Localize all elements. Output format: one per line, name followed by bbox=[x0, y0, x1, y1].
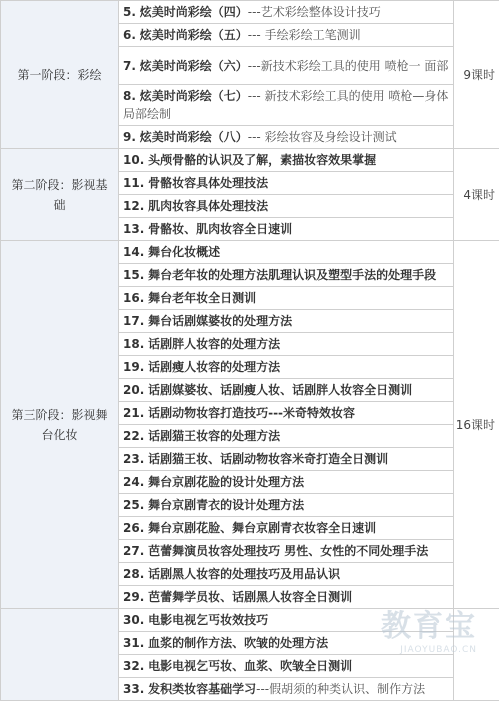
lesson-title: 芭蕾舞演员妆容处理技巧 男性、女性的不同处理手法 bbox=[148, 544, 428, 558]
lesson-description: ---假胡须的种类认识、制作方法 bbox=[256, 682, 425, 696]
lesson-description: ---艺术彩绘整体设计技巧 bbox=[248, 5, 381, 19]
watermark-url: JIAOYUBAO.CN bbox=[381, 645, 477, 655]
stage-hours: 4课时 bbox=[454, 149, 499, 241]
lesson-item bbox=[119, 172, 454, 195]
lesson-title: 舞台京剧花脸的设计处理方法 bbox=[148, 475, 304, 489]
lesson-title: 血浆的制作方法、吹皱的处理方法 bbox=[148, 636, 328, 650]
lesson-number: 6. bbox=[123, 28, 136, 42]
schedule-body bbox=[1, 1, 499, 701]
lesson-number: 21. bbox=[123, 406, 144, 420]
lesson-item bbox=[119, 287, 454, 310]
lesson-item bbox=[119, 402, 454, 425]
lesson-title: 话剧媒婆妆、话剧瘦人妆、话剧胖人妆容全日测训 bbox=[148, 383, 412, 397]
lesson-item bbox=[119, 494, 454, 517]
lesson-item bbox=[119, 195, 454, 218]
lesson-number: 32. bbox=[123, 659, 144, 673]
lesson-number: 19. bbox=[123, 360, 144, 374]
lesson-number: 27. bbox=[123, 544, 144, 558]
lesson-number: 24. bbox=[123, 475, 144, 489]
lesson-item bbox=[119, 149, 454, 172]
lesson-number: 31. bbox=[123, 636, 144, 650]
lesson-number: 30. bbox=[123, 613, 144, 627]
lesson-number: 12. bbox=[123, 199, 144, 213]
lesson-description: --- 彩绘妆容及身绘设计测试 bbox=[248, 130, 397, 144]
watermark-logo bbox=[381, 601, 477, 655]
lesson-number: 23. bbox=[123, 452, 144, 466]
lesson-title: 头颅骨骼的认识及了解，素描妆容效果掌握 bbox=[148, 153, 376, 167]
lesson-number: 29. bbox=[123, 590, 144, 604]
lesson-title: 舞台话剧媒婆妆的处理方法 bbox=[148, 314, 292, 328]
lesson-description: --- 新技术彩绘工具的使用 喷枪—身体局部绘制 bbox=[123, 89, 448, 121]
lesson-number: 10. bbox=[123, 153, 144, 167]
lesson-number: 8. bbox=[123, 89, 136, 103]
lesson-title: 骨骼妆容具体处理技法 bbox=[148, 176, 268, 190]
watermark-text: 教育宝 bbox=[381, 601, 477, 645]
stage-label: 第三阶段：影视舞台化妆 bbox=[1, 241, 119, 609]
lesson-title: 舞台老年妆的处理方法肌理认识及塑型手法的处理手段 bbox=[148, 268, 436, 282]
lesson-number: 17. bbox=[123, 314, 144, 328]
lesson-number: 13. bbox=[123, 222, 144, 236]
table-row bbox=[1, 149, 499, 172]
lesson-item bbox=[119, 448, 454, 471]
lesson-item bbox=[119, 310, 454, 333]
lesson-title: 发积类妆容基础学习 bbox=[148, 682, 256, 696]
lesson-title: 舞台京剧花脸、舞台京剧青衣妆容全日速训 bbox=[148, 521, 376, 535]
lesson-number: 28. bbox=[123, 567, 144, 581]
lesson-item bbox=[119, 47, 454, 85]
stage-label: 第一阶段：彩绘 bbox=[1, 1, 119, 149]
lesson-title: 话剧动物妆容打造技巧---米奇特效妆容 bbox=[148, 406, 355, 420]
lesson-title: 炫美时尚彩绘（八） bbox=[140, 130, 248, 144]
lesson-title: 电影电视乞丐妆、血浆、吹皱全日测训 bbox=[148, 659, 352, 673]
lesson-item bbox=[119, 264, 454, 287]
lesson-number: 11. bbox=[123, 176, 144, 190]
lesson-title: 话剧黑人妆容的处理技巧及用品认识 bbox=[148, 567, 340, 581]
lesson-item bbox=[119, 425, 454, 448]
lesson-item bbox=[119, 85, 454, 126]
stage-hours: 9课时 bbox=[454, 1, 499, 149]
lesson-title: 肌肉妆容具体处理技法 bbox=[148, 199, 268, 213]
lesson-title: 炫美时尚彩绘（六） bbox=[140, 59, 248, 73]
lesson-title: 话剧猫王妆、话剧动物妆容米奇打造全日测训 bbox=[148, 452, 388, 466]
lesson-title: 舞台京剧青衣的设计处理方法 bbox=[148, 498, 304, 512]
table-row bbox=[1, 1, 499, 24]
lesson-number: 5. bbox=[123, 5, 136, 19]
lesson-item bbox=[119, 517, 454, 540]
lesson-item bbox=[119, 333, 454, 356]
lesson-title: 舞台老年妆全日测训 bbox=[148, 291, 256, 305]
lesson-title: 话剧瘦人妆容的处理方法 bbox=[148, 360, 280, 374]
lesson-title: 话剧胖人妆容的处理方法 bbox=[148, 337, 280, 351]
stage-label: 第二阶段：影视基础 bbox=[1, 149, 119, 241]
lesson-title: 电影电视乞丐妆效技巧 bbox=[148, 613, 268, 627]
lesson-item bbox=[119, 540, 454, 563]
stage-hours: 16课时 bbox=[454, 241, 499, 609]
lesson-title: 骨骼妆、肌肉妆容全日速训 bbox=[148, 222, 292, 236]
stage-label bbox=[1, 609, 119, 701]
lesson-number: 22. bbox=[123, 429, 144, 443]
lesson-number: 16. bbox=[123, 291, 144, 305]
lesson-title: 芭蕾舞学员妆、话剧黑人妆容全日测训 bbox=[148, 590, 352, 604]
lesson-title: 炫美时尚彩绘（七） bbox=[140, 89, 248, 103]
lesson-number: 9. bbox=[123, 130, 136, 144]
lesson-item bbox=[119, 126, 454, 149]
lesson-number: 14. bbox=[123, 245, 144, 259]
lesson-number: 33. bbox=[123, 682, 144, 696]
lesson-item bbox=[119, 24, 454, 47]
lesson-title: 舞台化妆概述 bbox=[148, 245, 220, 259]
lesson-number: 18. bbox=[123, 337, 144, 351]
lesson-number: 7. bbox=[123, 59, 136, 73]
lesson-item bbox=[119, 356, 454, 379]
lesson-title: 炫美时尚彩绘（五） bbox=[140, 28, 248, 42]
lesson-number: 15. bbox=[123, 268, 144, 282]
table-row bbox=[1, 241, 499, 264]
lesson-number: 26. bbox=[123, 521, 144, 535]
lesson-description: --- 手绘彩绘工笔测训 bbox=[248, 28, 361, 42]
lesson-item bbox=[119, 218, 454, 241]
lesson-title: 炫美时尚彩绘（四） bbox=[140, 5, 248, 19]
lesson-item bbox=[119, 563, 454, 586]
lesson-item bbox=[119, 1, 454, 24]
lesson-title: 话剧猫王妆容的处理方法 bbox=[148, 429, 280, 443]
lesson-number: 20. bbox=[123, 383, 144, 397]
lesson-item bbox=[119, 655, 454, 678]
lesson-item bbox=[119, 241, 454, 264]
lesson-item bbox=[119, 471, 454, 494]
lesson-number: 25. bbox=[123, 498, 144, 512]
lesson-description: ---新技术彩绘工具的使用 喷枪一 面部 bbox=[248, 59, 449, 73]
lesson-item bbox=[119, 379, 454, 402]
